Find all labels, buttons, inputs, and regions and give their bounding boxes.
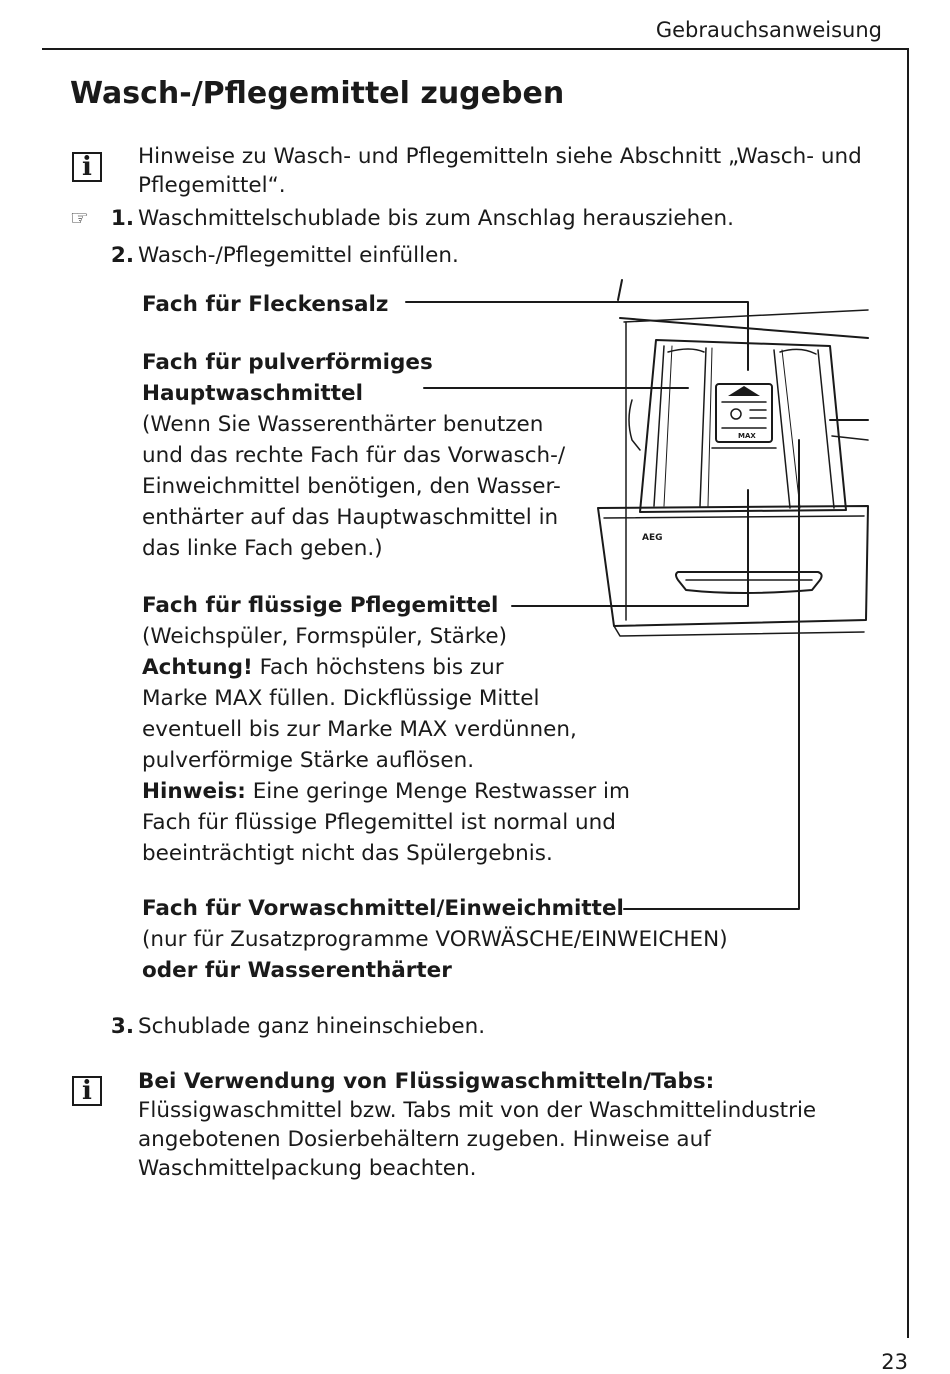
- label-line: eventuell bis zur Marke MAX verdünnen,: [142, 717, 577, 742]
- label-title: Fach für Vorwaschmittel/Einweichmittel: [142, 896, 624, 921]
- step-text: Schublade ganz hineinschieben.: [138, 1014, 486, 1039]
- achtung-label: Achtung!: [142, 655, 253, 680]
- info-note: Hinweise zu Wasch- und Pflegemitteln siehe Abschnitt „Wasch- und Pflegemittel“.: [138, 144, 862, 198]
- label-line: oder für Wasserenthärter: [142, 958, 452, 983]
- label-line: das linke Fach geben.): [142, 536, 383, 561]
- label-line: (nur für Zusatzprogramme VORWÄSCHE/EINWEICHEN): [142, 927, 728, 952]
- label-line: (Wenn Sie Wasserenthärter benutzen: [142, 412, 544, 437]
- brand-logo: AEG: [642, 533, 663, 543]
- label-line: beeinträchtigt nicht das Spülergebnis.: [142, 841, 553, 866]
- max-mark: MAX: [738, 432, 756, 440]
- label-title: Fach für Fleckensalz: [142, 292, 389, 317]
- step-number: 3.: [110, 1014, 134, 1039]
- info-note: Flüssigwaschmittel bzw. Tabs mit von der Waschmittelindustrie angebotenen Dosierbehältern zugeben. Hinweise auf Waschmittelpackung beachten.: [138, 1098, 817, 1181]
- page-number: 23: [881, 1350, 908, 1374]
- info-note-title: Bei Verwendung von Flüssigwaschmitteln/Tabs:: [138, 1069, 715, 1094]
- page-title: Wasch-/Pflegemittel zugeben: [70, 76, 565, 111]
- label-line: Einweichmittel benötigen, den Wasser-: [142, 474, 561, 499]
- label-title: Fach für pulverförmiges: [142, 350, 433, 375]
- info-icon: i: [72, 152, 102, 182]
- label-line: pulverförmige Stärke auflösen.: [142, 748, 475, 773]
- pointing-hand-icon: ☞: [70, 206, 89, 230]
- label-line: (Weichspüler, Formspüler, Stärke): [142, 624, 507, 649]
- hinweis-text: Eine geringe Menge Restwasser im: [245, 779, 630, 804]
- label-line: Fach für flüssige Pflegemittel ist normal und: [142, 810, 616, 835]
- label-line: enthärter auf das Hauptwaschmittel in: [142, 505, 559, 530]
- hinweis-label: Hinweis:: [142, 779, 246, 804]
- step-number: 2.: [110, 243, 134, 268]
- achtung-text: Fach höchstens bis zur: [252, 655, 504, 680]
- leader-fleckensalz: [406, 302, 748, 370]
- info-icon: i: [72, 1076, 102, 1106]
- header-title: Gebrauchsanweisung: [655, 18, 882, 42]
- label-line: Marke MAX füllen. Dickflüssige Mittel: [142, 686, 540, 711]
- label-title: Fach für flüssige Pflegemittel: [142, 593, 499, 618]
- step-text: Wasch-/Pflegemittel einfüllen.: [138, 243, 459, 268]
- label-line: und das rechte Fach für das Vorwasch-/: [142, 443, 566, 468]
- step-number: 1.: [110, 206, 134, 231]
- label-title: Hauptwaschmittel: [142, 381, 363, 406]
- step-text: Waschmittelschublade bis zum Anschlag herausziehen.: [138, 206, 734, 231]
